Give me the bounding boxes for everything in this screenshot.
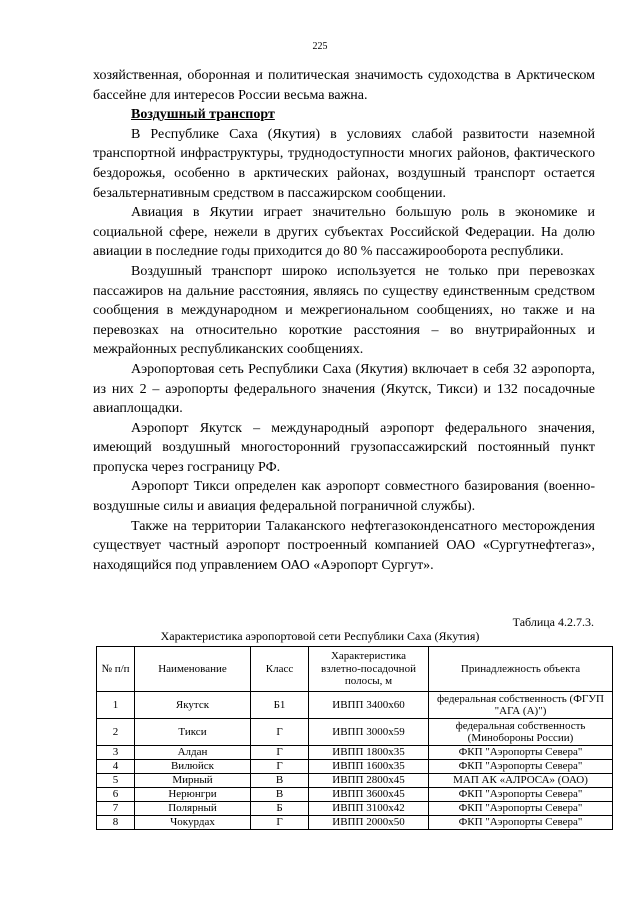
cell-name: Тикси <box>135 719 251 746</box>
cell-num: 5 <box>97 774 135 788</box>
header-name: Наименование <box>135 647 251 692</box>
cell-owner: ФКП "Аэропорты Севера" <box>429 760 613 774</box>
cell-num: 6 <box>97 788 135 802</box>
cell-name: Мирный <box>135 774 251 788</box>
table-row <box>97 692 613 719</box>
header-class: Класс <box>251 647 309 692</box>
cell-runway: ИВПП 2000x50 <box>309 816 429 830</box>
cell-runway: ИВПП 3000x59 <box>309 719 429 746</box>
paragraph: Аэропорт Тикси определен как аэропорт совместного базирования (военно-воздушные силы и авиация федеральной пограничной службы). <box>93 479 595 515</box>
cell-name: Нерюнгри <box>135 788 251 802</box>
section-heading: Воздушный транспорт <box>131 107 275 123</box>
document-body <box>93 66 595 575</box>
cell-class: Б <box>251 802 309 816</box>
cell-runway: ИВПП 3600x45 <box>309 788 429 802</box>
paragraph: Аэропортовая сеть Республики Саха (Якутия) включает в себя 32 аэропорта, из них 2 – аэропорты федерального значения (Якутск, Тикси) и 132 посадочные авиаплощадки. <box>93 361 595 417</box>
cell-owner: ФКП "Аэропорты Севера" <box>429 788 613 802</box>
cell-num: 3 <box>97 746 135 760</box>
cell-runway: ИВПП 3100x42 <box>309 802 429 816</box>
cell-owner: ФКП "Аэропорты Севера" <box>429 802 613 816</box>
cell-class: Б1 <box>251 692 309 719</box>
header-owner: Принадлежность объекта <box>429 647 613 692</box>
table-row <box>97 788 613 802</box>
table-header-row <box>97 647 613 692</box>
cell-runway: ИВПП 1800x35 <box>309 746 429 760</box>
cell-class: В <box>251 774 309 788</box>
airports-table <box>96 646 613 830</box>
cell-owner: МАП АК «АЛРОСА» (ОАО) <box>429 774 613 788</box>
cell-name: Чокурдах <box>135 816 251 830</box>
table-row <box>97 719 613 746</box>
page-number: 225 <box>312 41 328 52</box>
cell-runway: ИВПП 2800x45 <box>309 774 429 788</box>
table-row <box>97 760 613 774</box>
table-row <box>97 816 613 830</box>
table-label: Таблица 4.2.7.3. <box>512 615 594 629</box>
cell-owner: федеральная собственность (Минобороны России) <box>429 719 613 746</box>
cell-owner: федеральная собственность (ФГУП "АГА (А)") <box>429 692 613 719</box>
cell-runway: ИВПП 3400x60 <box>309 692 429 719</box>
cell-name: Вилюйск <box>135 760 251 774</box>
cell-class: Г <box>251 760 309 774</box>
cell-name: Полярный <box>135 802 251 816</box>
paragraph: Воздушный транспорт широко используется не только при перевозках пассажиров на дальние расстояния, являясь по существу единственным средством сообщения в международном и межрегиональном сообщениях, но также и на перевозках на относительно короткие расстояния – во внутрирайонных и межрайонных республиканских сообщениях. <box>93 263 595 358</box>
cell-owner: ФКП "Аэропорты Севера" <box>429 816 613 830</box>
cell-num: 7 <box>97 802 135 816</box>
cell-class: Г <box>251 816 309 830</box>
header-runway: Характеристика взлетно-посадочной полосы, м <box>309 647 429 692</box>
cell-class: В <box>251 788 309 802</box>
header-num: № п/п <box>97 647 135 692</box>
cell-owner: ФКП "Аэропорты Севера" <box>429 746 613 760</box>
cell-class: Г <box>251 746 309 760</box>
paragraph: Аэропорт Якутск – международный аэропорт федерального значения, имеющий воздушный многосторонний грузопассажирский постоянный пункт пропуска через госграницу РФ. <box>93 420 595 475</box>
paragraph: В Республике Саха (Якутия) в условиях слабой развитости наземной транспортной инфраструктуры, труднодоступности многих районов, фактического бездорожья, особенно в арктических районах, воздушный транспорт остается безальтернативным средством в пассажирском сообщении. <box>93 126 595 201</box>
paragraph: Авиация в Якутии играет значительно большую роль в экономике и социальной сфере, нежели в других субъектах Российской Федерации. На долю авиации в последние годы приходится до 80 % пассажирооборота республики. <box>93 205 595 260</box>
table-row <box>97 746 613 760</box>
cell-name: Якутск <box>135 692 251 719</box>
cell-runway: ИВПП 1600x35 <box>309 760 429 774</box>
cell-num: 4 <box>97 760 135 774</box>
cell-num: 2 <box>97 719 135 746</box>
table-row <box>97 774 613 788</box>
cell-num: 1 <box>97 692 135 719</box>
table-title: Характеристика аэропортовой сети Республики Саха (Якутия) <box>160 629 480 643</box>
table-row <box>97 802 613 816</box>
cell-class: Г <box>251 719 309 746</box>
paragraph-continuation: хозяйственная, оборонная и политическая значимость судоходства в Арктическом бассейне для интересов России весьма важна. <box>93 68 595 103</box>
paragraph: Также на территории Талаканского нефтегазоконденсатного месторождения существует частный аэропорт построенный компанией ОАО «Сургутнефтегаз», находящийся под управлением ОАО «Аэропорт Сургут». <box>93 518 595 573</box>
cell-name: Алдан <box>135 746 251 760</box>
cell-num: 8 <box>97 816 135 830</box>
